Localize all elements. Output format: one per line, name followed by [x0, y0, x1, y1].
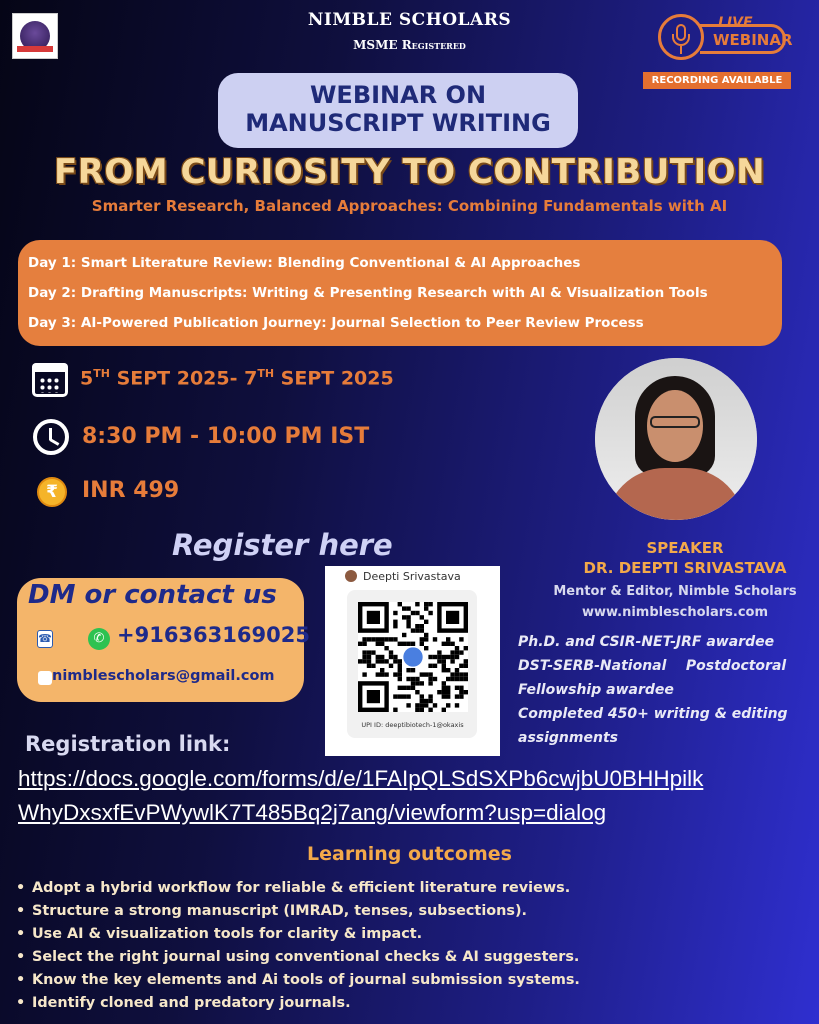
calendar-icon: [32, 363, 68, 397]
credential-line: Ph.D. and CSIR-NET-JRF awardee: [518, 634, 775, 650]
event-dates: 5TH SEPT 2025- 7TH SEPT 2025: [80, 367, 394, 390]
contact-title: DM or contact us: [28, 580, 277, 610]
list-item: • Identify cloned and predatory journals.: [16, 992, 806, 1015]
learning-outcomes-list: [16, 877, 806, 1015]
webinar-title-pill: [218, 73, 578, 148]
registration-link[interactable]: [18, 762, 808, 830]
contact-phone[interactable]: +916363169025: [117, 623, 310, 647]
speaker-website[interactable]: www.nimblescholars.com: [581, 605, 769, 620]
live-label: LIVE: [718, 15, 753, 31]
list-item: • Know the key elements and Ai tools of journal submission systems.: [16, 969, 806, 992]
day-schedule-box: [18, 240, 782, 346]
day-2: Day 2: Drafting Manuscripts: Writing & Presenting Research with AI & Visualization Tools: [28, 285, 708, 301]
event-time: 8:30 PM - 10:00 PM IST: [82, 424, 370, 449]
recording-available-badge: RECORDING AVAILABLE: [643, 72, 791, 89]
payee-avatar: [345, 570, 357, 582]
list-item: • Structure a strong manuscript (IMRAD, tenses, subsections).: [16, 900, 806, 923]
list-item: • Select the right journal using conventional checks & AI suggesters.: [16, 946, 806, 969]
list-item: • Use AI & visualization tools for clarity & impact.: [16, 923, 806, 946]
brand-name: NIMBLE SCHOLARS: [307, 10, 512, 30]
credential-line: DST-SERB-National Postdoctoral: [518, 658, 787, 674]
registration-link-line-1[interactable]: https://docs.google.com/forms/d/e/1FAIpQLSdSXPb6cwjbU0BHHpilk: [18, 766, 704, 791]
speaker-label: SPEAKER: [646, 539, 724, 557]
payment-qr-card: [325, 566, 500, 756]
speaker-heading: [560, 538, 810, 578]
speaker-role: Mentor & Editor, Nimble Scholars: [553, 584, 797, 599]
day-1: Day 1: Smart Literature Review: Blending Conventional & AI Approaches: [28, 255, 581, 271]
clock-icon: [33, 419, 69, 455]
whatsapp-icon: ✆: [88, 628, 110, 650]
credential-line: assignments: [518, 730, 618, 746]
phone-icon: ☎: [37, 630, 53, 648]
speaker-photo: [595, 358, 757, 520]
speaker-credentials: [518, 630, 814, 750]
qr-payee: Deepti Srivastava: [345, 570, 495, 583]
mail-icon: [38, 671, 52, 685]
event-price: INR 499: [82, 478, 180, 503]
credential-line: Fellowship awardee: [518, 682, 674, 698]
day-3: Day 3: AI-Powered Publication Journey: Journal Selection to Peer Review Process: [28, 315, 644, 331]
webinar-line-2: MANUSCRIPT WRITING: [245, 109, 551, 137]
credential-line: Completed 450+ writing & editing: [518, 706, 788, 722]
upi-id: UPI ID: deeptibiotech-1@okaxis: [361, 721, 464, 729]
webinar-line-1: WEBINAR ON: [309, 81, 487, 109]
registration-label: Registration link:: [25, 732, 231, 756]
learning-outcomes-heading: Learning outcomes: [307, 843, 512, 865]
live-webinar-badge: [658, 14, 793, 64]
main-title: FROM CURIOSITY TO CONTRIBUTION: [53, 152, 766, 192]
speaker-name: DR. DEEPTI SRIVASTAVA: [583, 559, 787, 577]
contact-box: [17, 578, 310, 702]
register-heading: Register here: [172, 528, 393, 562]
brand-subtitle: MSME Registered: [353, 38, 466, 52]
webinar-label: WEBINAR: [713, 31, 793, 49]
list-item: • Adopt a hybrid workflow for reliable & efficient literature reviews.: [16, 877, 806, 900]
subtitle: Smarter Research, Balanced Approaches: Combining Fundamentals with AI: [91, 197, 728, 215]
microphone-icon: [658, 14, 704, 60]
rupee-coin-icon: ₹: [37, 477, 67, 507]
qr-code[interactable]: [358, 602, 468, 712]
contact-email[interactable]: nimblescholars@gmail.com: [52, 668, 275, 684]
registration-link-line-2[interactable]: WhyDxsxfEvPWywlK7T485Bq2j7ang/viewform?usp=dialog: [18, 800, 607, 825]
